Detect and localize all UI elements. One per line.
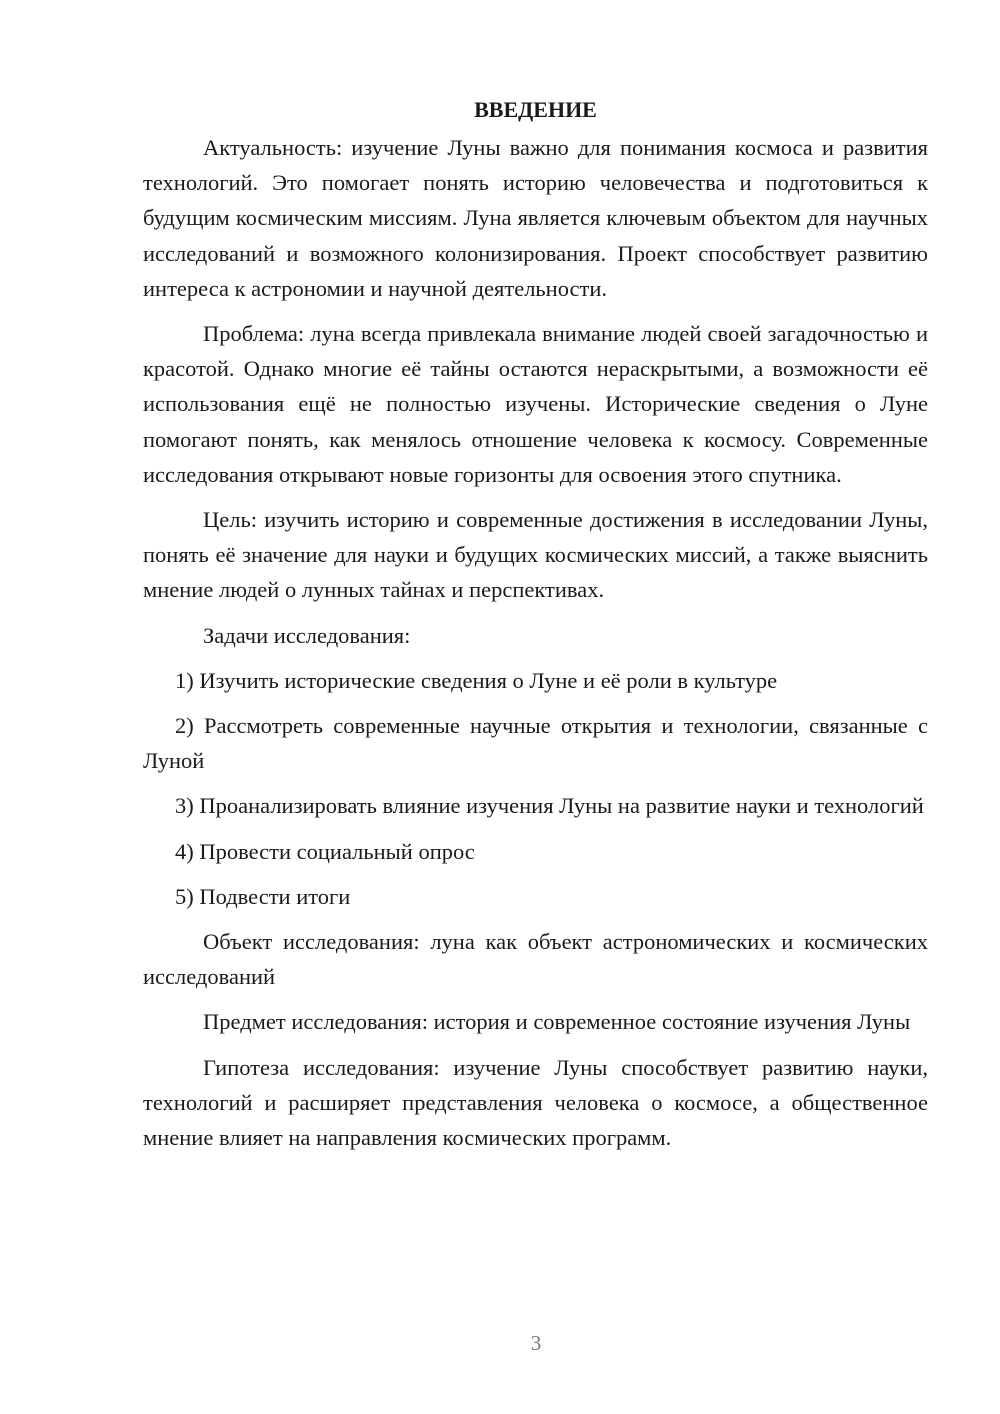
task-item-5: 5) Подвести итоги — [175, 883, 351, 909]
task-item-3: 3) Проанализировать влияние изучения Луны на развитие науки и технологий — [175, 793, 924, 819]
object-paragraph: Объект исследования: луна как объект астрономических и космических исследований — [143, 929, 928, 990]
document-page — [143, 92, 928, 1155]
goal-paragraph: Цель: изучить историю и современные достижения в исследовании Луны, понять её значение для науки и будущих космических миссий, а также выяснить мнение людей о лунных тайнах и перспективах. — [143, 507, 928, 603]
task-item-1: 1) Изучить исторические сведения о Луне и её роли в культуре — [175, 667, 778, 693]
task-item-2: 2) Рассмотреть современные научные открытия и технологии, связанные с Луной — [143, 713, 928, 774]
relevance-paragraph: Актуальность: изучение Луны важно для понимания космоса и развития технологий. Это помогает понять историю человечества и подготовиться к будущим космическим миссиям. Луна является ключевым объектом для научных исследований и возможного колонизирования. Проект способствует развитию интереса к астрономии и научной деятельности. — [143, 135, 928, 301]
tasks-heading: Задачи исследования: — [203, 622, 411, 648]
document-title: ВВЕДЕНИЕ — [474, 97, 597, 122]
hypothesis-paragraph: Гипотеза исследования: изучение Луны способствует развитию науки, технологий и расширяет представления человека о космосе, а общественное мнение влияет на направления космических программ. — [143, 1054, 928, 1151]
task-item-4: 4) Провести социальный опрос — [175, 838, 475, 864]
subject-paragraph: Предмет исследования: история и современное состояние изучения Луны — [203, 1009, 911, 1035]
page-number: 3 — [530, 1331, 542, 1355]
problem-paragraph: Проблема: луна всегда привлекала внимание людей своей загадочностью и красотой. Однако многие её тайны остаются нераскрытыми, а возможности её использования ещё не полностью изучены. Исторические сведения о Луне помогают понять, как менялось отношение человека к космосу. Современные исследования открывают новые горизонты для освоения этого спутника. — [143, 321, 928, 487]
